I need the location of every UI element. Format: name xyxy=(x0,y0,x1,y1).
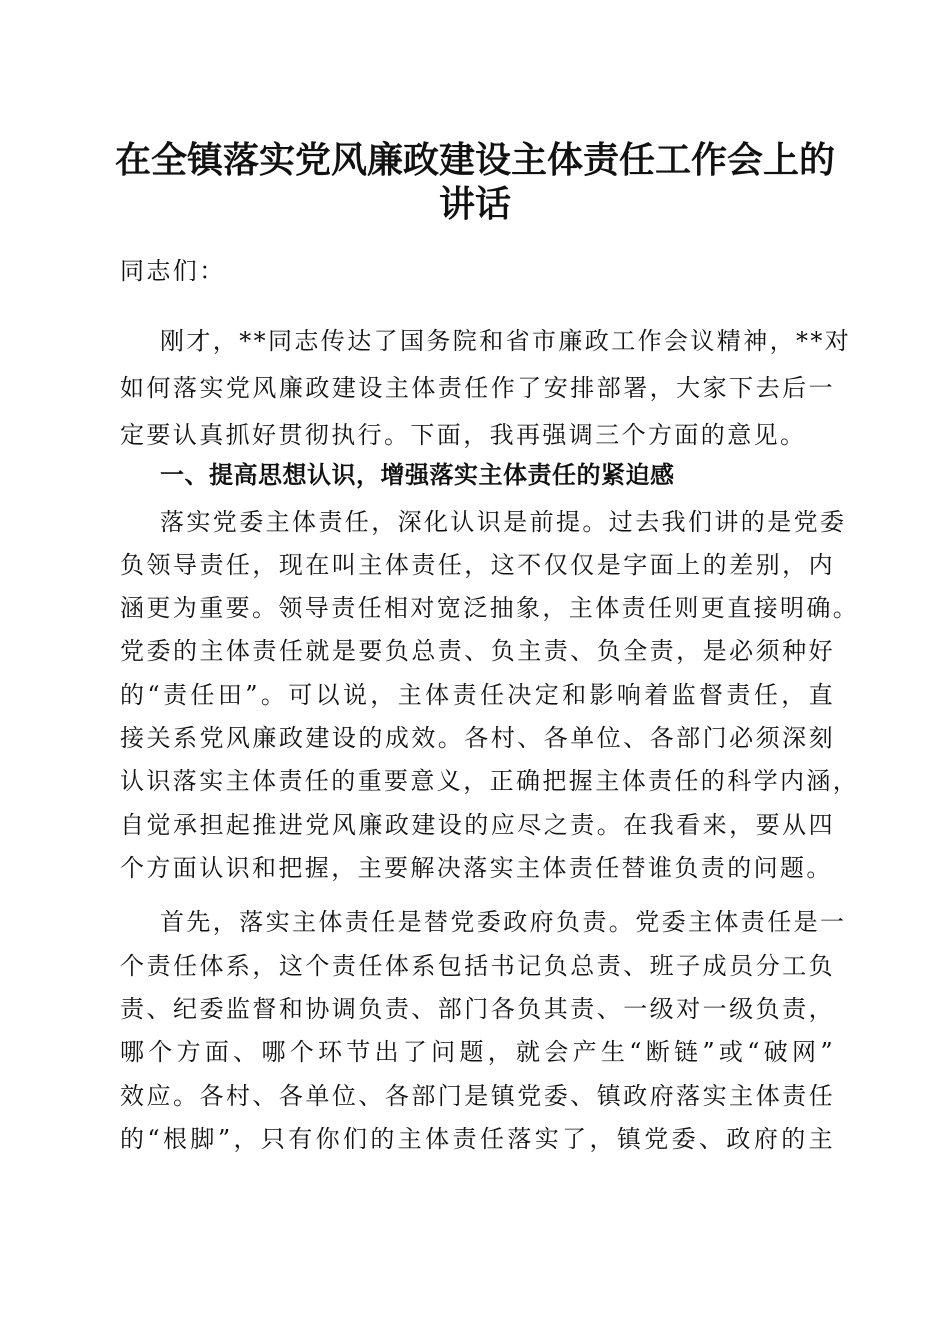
paragraph-2-line: 认识落实主体责任的重要意义，正确把握主体责任的科学内涵， xyxy=(120,767,860,795)
paragraph-3-line: 哪个方面、哪个环节出了问题，就会产生“断链”或“破网” xyxy=(120,1038,835,1066)
section-1-heading: 一、提高思想认识，增强落实主体责任的紧迫感 xyxy=(160,461,675,489)
paragraph-1-line: 定要认真抓好贯彻执行。下面，我再强调三个方面的意见。 xyxy=(120,421,807,449)
paragraph-2-line: 个方面认识和把握，主要解决落实主体责任替谁负责的问题。 xyxy=(120,854,833,882)
paragraph-1-line: 刚才，**同志传达了国务院和省市廉政工作会议精神，**对 xyxy=(160,327,852,355)
paragraph-2-line: 自觉承担起推进党风廉政建设的应尽之责。在我看来，要从四 xyxy=(120,811,835,839)
document-title-line-1: 在全镇落实党风廉政建设主体责任工作会上的 xyxy=(114,139,835,181)
paragraph-2-line: 的“责任田”。可以说，主体责任决定和影响着监督责任，直 xyxy=(120,681,835,709)
document-title-line-2: 讲话 xyxy=(438,183,511,225)
paragraph-3-line: 效应。各村、各单位、各部门是镇党委、镇政府落实主体责任 xyxy=(120,1082,835,1110)
paragraph-3-line: 责、纪委监督和协调负责、部门各负其责、一级对一级负责， xyxy=(120,995,835,1023)
paragraph-2-line: 党委的主体责任就是要负总责、负主责、负全责，是必须种好 xyxy=(120,637,835,665)
paragraph-3-line: 首先，落实主体责任是替党委政府负责。党委主体责任是一 xyxy=(160,908,847,936)
paragraph-3-line: 个责任体系，这个责任体系包括书记负总责、班子成员分工负 xyxy=(120,952,835,980)
paragraph-2-line: 涵更为重要。领导责任相对宽泛抽象，主体责任则更直接明确。 xyxy=(120,594,860,622)
paragraph-2-line: 落实党委主体责任，深化认识是前提。过去我们讲的是党委 xyxy=(160,508,847,536)
salutation: 同志们： xyxy=(120,257,226,285)
paragraph-2-line: 负领导责任，现在叫主体责任，这不仅仅是字面上的差别，内 xyxy=(120,551,835,579)
paragraph-2-line: 接关系党风廉政建设的成效。各村、各单位、各部门必须深刻 xyxy=(120,724,835,752)
paragraph-1-line: 如何落实党风廉政建设主体责任作了安排部署，大家下去后一 xyxy=(120,374,835,402)
paragraph-3-line: 的“根脚”，只有你们的主体责任落实了，镇党委、政府的主 xyxy=(120,1125,835,1153)
